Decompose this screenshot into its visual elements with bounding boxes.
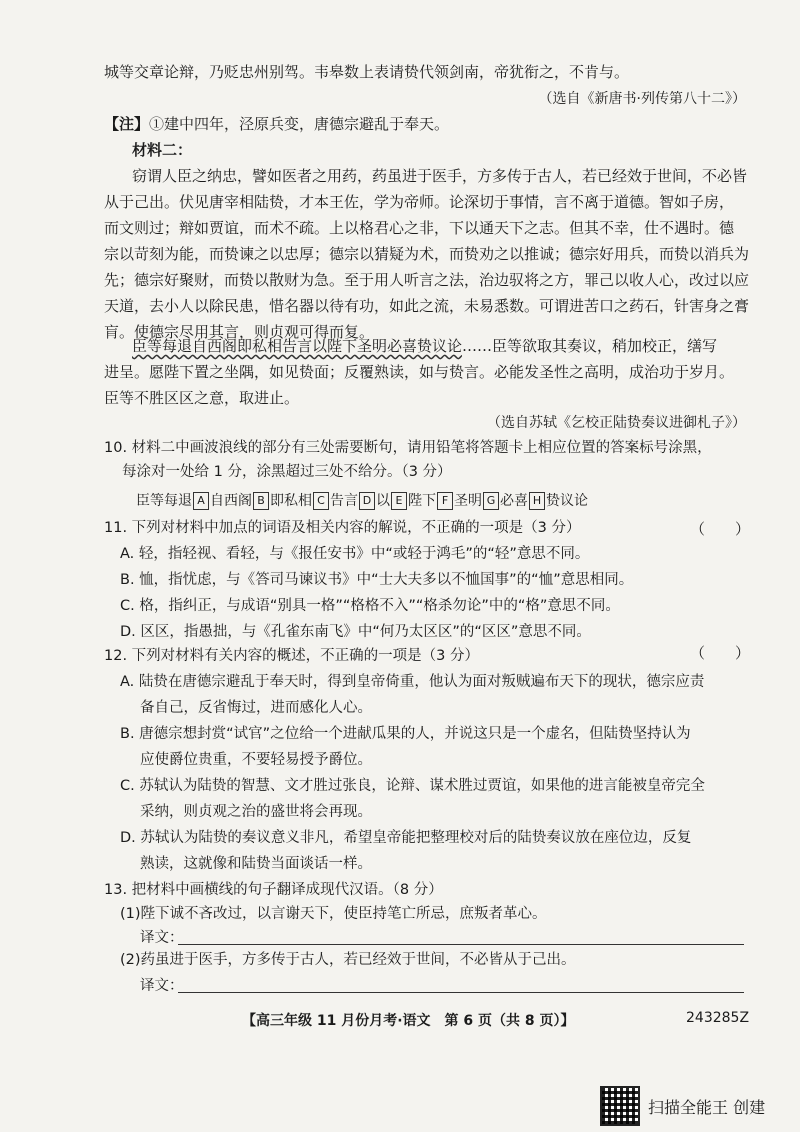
q10-segment: 贽议论 bbox=[546, 493, 588, 509]
material2-line: 天道，去小人以除民患，惜名器以待有功，如此之流，未易悉数。可谓进苦口之药石，针害身之膏 bbox=[104, 297, 750, 315]
q10-segment: 陛下 bbox=[408, 493, 436, 509]
q11-option-c: C. 格，指纠正，与成语“别具一格”“格格不入”“格杀勿论”中的“格”意思不同。 bbox=[120, 598, 620, 614]
q10-box[interactable]: G bbox=[483, 492, 499, 510]
material2-line: 先；德宗好聚财，而贽以散财为急。至于用人听言之法，治边驭将之方，罪己以收人心，改过以应 bbox=[104, 271, 750, 289]
q10-box[interactable]: H bbox=[529, 492, 545, 510]
material2-source: （选自苏轼《乞校正陆贽奏议进御札子》） bbox=[487, 415, 746, 431]
q10-box[interactable]: E bbox=[391, 492, 407, 510]
q10-box[interactable]: C bbox=[313, 492, 329, 510]
q12-answer-paren[interactable]: （ ） bbox=[690, 644, 751, 662]
material1-source: （选自《新唐书·列传第八十二》） bbox=[538, 91, 746, 107]
page-footer: 【高三年级 11 月份月考·语文 第 6 页（共 8 页）】 bbox=[242, 1013, 575, 1029]
q10-segment: 自西阁 bbox=[210, 493, 252, 509]
q12-option-line: 备自己，反省悔过，进而感化人心。 bbox=[140, 700, 372, 716]
q10-stem-2: 每涂对一处给 1 分，涂黑超过三处不给分。（3 分） bbox=[122, 464, 452, 480]
q11-option-b: B. 恤，指忧虑，与《答司马谏议书》中“士大夫多以不恤国事”的“恤”意思相同。 bbox=[120, 572, 634, 588]
q12-option-line: D. 苏轼认为陆贽的奏议意义非凡，希望皇帝能把整理校对后的陆贽奏议放在座位边，反复 bbox=[120, 830, 692, 846]
q10-box[interactable]: A bbox=[193, 492, 209, 510]
exam-code: 243285Z bbox=[686, 1010, 750, 1026]
q12-option-line: 应使爵位贵重，不要轻易授予爵位。 bbox=[140, 752, 372, 768]
after-wavy: ……臣等欲取其奏议，稍加校正，缮写 bbox=[462, 337, 718, 355]
q10-break-options bbox=[136, 490, 588, 510]
material2-line: 臣等不胜区区之意，取进止。 bbox=[104, 389, 300, 407]
material2-line: 窃谓人臣之纳忠，譬如医者之用药，药虽进于医手，方多传于古人，若已经效于世间，不必皆 bbox=[132, 167, 748, 185]
q12-option-line: A. 陆贽在唐德宗避乱于奉天时，得到皇帝倚重，他认为面对叛贼遍布天下的现状，德宗应责 bbox=[120, 674, 705, 690]
q12-option-line: 采纳，则贞观之治的盛世将会再现。 bbox=[140, 804, 372, 820]
q11-answer-paren[interactable]: （ ） bbox=[690, 520, 751, 538]
note-label: 【注】 bbox=[104, 115, 150, 133]
q13-answer-label: 译文： bbox=[140, 978, 184, 994]
material2-heading: 材料二： bbox=[132, 141, 193, 159]
q10-box[interactable]: D bbox=[359, 492, 375, 510]
wavy-sentence: 臣等每退自西阁即私相告言以陛下圣明必喜贽议论 bbox=[132, 337, 463, 355]
q10-segment: 必喜 bbox=[500, 493, 528, 509]
material2-line: 而文则过；辩如贾谊，而术不疏。上以格君心之非，下以通天下之志。但其不幸，仕不遇时。德 bbox=[104, 219, 735, 237]
q13-answer-label: 译文： bbox=[140, 930, 184, 946]
material2-line: 进呈。愿陛下置之坐隅，如见贽面；反覆熟读，如与贽言。必能发圣性之高明，成治功于岁月。 bbox=[104, 363, 735, 381]
q12-stem: 12. 下列对材料有关内容的概述，不正确的一项是（3 分） bbox=[104, 648, 480, 664]
q12-option-line: 熟读，这就像和陆贽当面谈话一样。 bbox=[140, 856, 372, 872]
q10-box[interactable]: F bbox=[437, 492, 453, 510]
q11-option-d: D. 区区，指愚拙，与《孔雀东南飞》中“何乃太区区”的“区区”意思不同。 bbox=[120, 624, 591, 640]
q10-segment: 圣明 bbox=[454, 493, 482, 509]
q12-option-line: C. 苏轼认为陆贽的智慧、文才胜过张良，论辩、谋术胜过贾谊，如果他的进言能被皇帝完全 bbox=[120, 778, 705, 794]
material2-line: 肓。使德宗尽用其言，则贞观可得而复。 bbox=[104, 323, 375, 341]
q13-answer-line-2[interactable] bbox=[178, 992, 744, 993]
q10-segment: 臣等每退 bbox=[136, 493, 192, 509]
q13-sentence-2: (2)药虽进于医手，方多传于古人，若已经效于世间，不必皆从于己出。 bbox=[120, 952, 576, 968]
q13-stem: 13. 把材料中画横线的句子翻译成现代汉语。（8 分） bbox=[104, 882, 443, 898]
material2-line: 宗以苛刻为能，而贽谏之以忠厚；德宗以猜疑为术，而贽劝之以推诚；德宗好用兵，而贽以消兵为 bbox=[104, 245, 750, 263]
note-text: ①建中四年，泾原兵变，唐德宗避乱于奉天。 bbox=[149, 115, 450, 133]
material2-wavy-line bbox=[132, 336, 717, 356]
qr-code-icon bbox=[600, 1086, 640, 1126]
q11-stem: 11. 下列对材料中加点的词语及相关内容的解说，不正确的一项是（3 分） bbox=[104, 520, 581, 536]
material1-last-line: 城等交章论辩，乃贬忠州别驾。韦皋数上表请贽代领剑南，帝犹衔之，不肯与。 bbox=[104, 63, 630, 81]
q10-box[interactable]: B bbox=[253, 492, 269, 510]
q12-option-line: B. 唐德宗想封赏“试官”之位给一个进献瓜果的人，并说这只是一个虚名，但陆贽坚持认为 bbox=[120, 726, 691, 742]
note bbox=[104, 114, 449, 134]
material2-line: 从于己出。伏见唐宰相陆贽，才本王佐，学为帝师。论深切于事情，言不离于道德。智如子房， bbox=[104, 193, 735, 211]
q10-segment: 告言 bbox=[330, 493, 358, 509]
scanner-watermark bbox=[600, 1086, 765, 1126]
q13-sentence-1: (1)陛下诚不吝改过，以言谢天下，使臣持笔亡所忌，庶叛者革心。 bbox=[120, 906, 547, 922]
q10-segment: 即私相 bbox=[270, 493, 312, 509]
q10-segment: 以 bbox=[376, 493, 390, 509]
q13-answer-line-1[interactable] bbox=[178, 944, 744, 945]
q11-option-a: A. 轻，指轻视、看轻，与《报任安书》中“或轻于鸿毛”的“轻”意思不同。 bbox=[120, 546, 590, 562]
scanner-text: 扫描全能王 创建 bbox=[648, 1097, 766, 1117]
q10-stem: 10. 材料二中画波浪线的部分有三处需要断句，请用铅笔将答题卡上相应位置的答案标号涂黑， bbox=[104, 440, 712, 456]
